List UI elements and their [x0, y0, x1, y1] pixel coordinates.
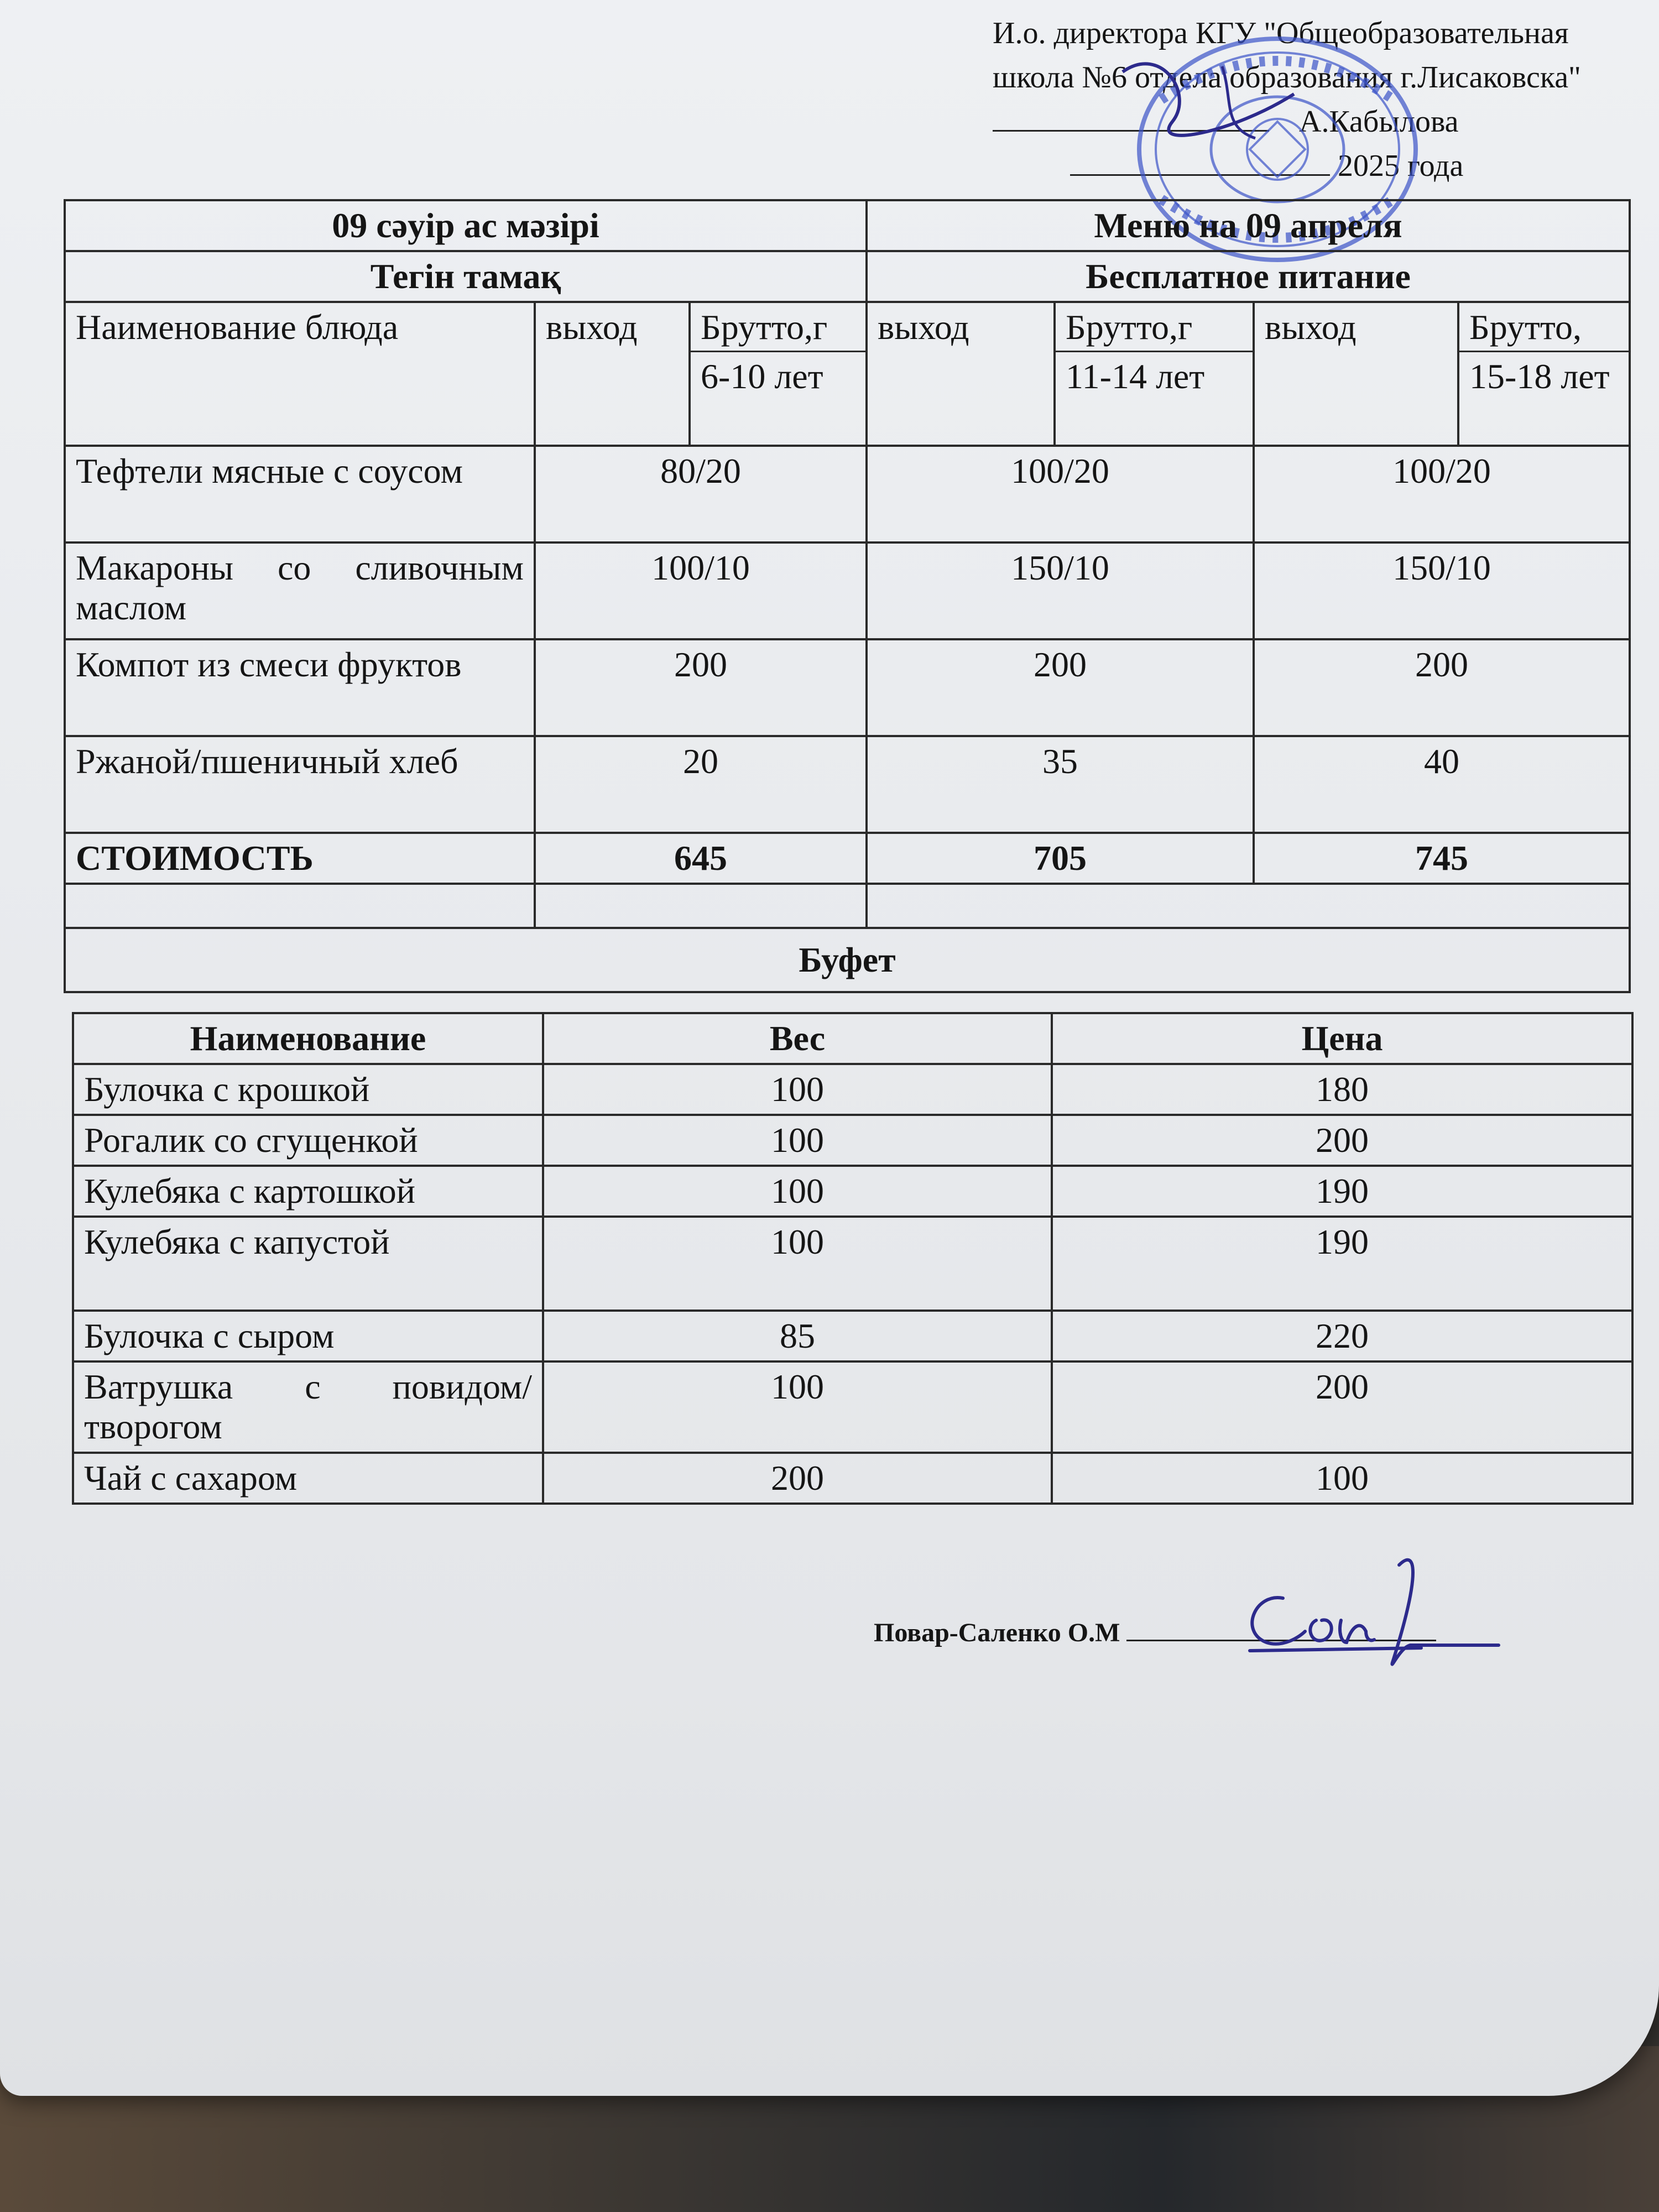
- dish-name: Ржаной/пшеничный хлеб: [65, 736, 535, 833]
- buffet-item-name: Ватрушка с повидом/творогом: [73, 1361, 543, 1453]
- menu-title-ru: Меню на 09 апреля: [867, 200, 1630, 251]
- dish-portion-15-18: 150/10: [1254, 542, 1630, 639]
- empty-cell: [65, 884, 535, 928]
- director-name: А.Кабылова: [1299, 105, 1459, 139]
- dish-portion-11-14: 100/20: [867, 446, 1254, 542]
- buffet-item-price: 190: [1052, 1166, 1632, 1217]
- dish-name: Компот из смеси фруктов: [65, 639, 535, 736]
- buffet-item-weight: 100: [543, 1115, 1052, 1166]
- table-row: [73, 1115, 1632, 1166]
- header-gross-2: [1055, 302, 1254, 446]
- buffet-title-row: [65, 928, 1630, 992]
- director-signature-line: [993, 108, 1269, 132]
- buffet-item-name: Булочка с крошкой: [73, 1064, 543, 1115]
- buffet-item-weight: 100: [543, 1064, 1052, 1115]
- dish-portion-15-18: 200: [1254, 639, 1630, 736]
- header-age-2: 11-14 лет: [1066, 357, 1205, 396]
- buffet-item-name: Чай с сахаром: [73, 1453, 543, 1504]
- approval-year: 2025 года: [1338, 149, 1464, 183]
- header-dish-name: Наименование блюда: [65, 302, 535, 446]
- buffet-header-row: [73, 1013, 1632, 1064]
- header-gross-3: [1458, 302, 1630, 446]
- buffet-item-price: 200: [1052, 1361, 1632, 1453]
- empty-cell: [535, 884, 867, 928]
- dish-portion-6-10: 80/20: [535, 446, 867, 542]
- date-line: [1070, 152, 1330, 176]
- table-row: [73, 1217, 1632, 1311]
- cost-row: [65, 833, 1630, 884]
- header-yield-2: выход: [867, 302, 1055, 446]
- dish-name: Макароны со сливочным маслом: [65, 542, 535, 639]
- header-yield-3: выход: [1254, 302, 1458, 446]
- table-row: [65, 639, 1630, 736]
- free-meal-menu-table: [64, 199, 1631, 993]
- approval-line-3: [993, 100, 1659, 144]
- table-row: [65, 542, 1630, 639]
- buffet-title: Буфет: [65, 928, 1630, 992]
- dish-portion-6-10: 200: [535, 639, 867, 736]
- buffet-header-price: Цена: [1052, 1013, 1632, 1064]
- table-row: [73, 1064, 1632, 1115]
- menu-header-row: [65, 302, 1630, 446]
- dish-portion-11-14: 35: [867, 736, 1254, 833]
- buffet-item-weight: 85: [543, 1311, 1052, 1361]
- menu-title-kz: 09 сәуір ас мәзірі: [65, 200, 867, 251]
- header-age-1: 6-10 лет: [701, 357, 823, 396]
- cost-15-18: 745: [1254, 833, 1630, 884]
- menu-title-row: [65, 200, 1630, 251]
- cook-signature-icon: [1233, 1548, 1510, 1703]
- dish-portion-6-10: 100/10: [535, 542, 867, 639]
- header-age-3: 15-18 лет: [1469, 357, 1610, 396]
- table-row: [73, 1453, 1632, 1504]
- header-gross-1: [690, 302, 867, 446]
- approval-block: [993, 11, 1659, 188]
- cost-6-10: 645: [535, 833, 867, 884]
- buffet-item-weight: 100: [543, 1361, 1052, 1453]
- cost-label: СТОИМОСТЬ: [65, 833, 535, 884]
- dish-portion-6-10: 20: [535, 736, 867, 833]
- approval-line-4: [993, 144, 1659, 188]
- table-row: [73, 1361, 1632, 1453]
- free-meal-kz: Тегін тамақ: [65, 251, 867, 302]
- table-row: [73, 1166, 1632, 1217]
- buffet-item-price: 190: [1052, 1217, 1632, 1311]
- header-yield-1: выход: [535, 302, 690, 446]
- approval-line-2: школа №6 отдела образования г.Лисаковска": [993, 60, 1581, 95]
- dish-portion-11-14: 200: [867, 639, 1254, 736]
- dish-portion-11-14: 150/10: [867, 542, 1254, 639]
- buffet-item-name: Кулебяка с капустой: [73, 1217, 543, 1311]
- buffet-item-price: 180: [1052, 1064, 1632, 1115]
- buffet-header-weight: Вес: [543, 1013, 1052, 1064]
- buffet-item-price: 220: [1052, 1311, 1632, 1361]
- buffet-item-name: Рогалик со сгущенкой: [73, 1115, 543, 1166]
- cost-11-14: 705: [867, 833, 1254, 884]
- buffet-table: [72, 1012, 1634, 1505]
- buffet-item-price: 200: [1052, 1115, 1632, 1166]
- buffet-item-name: Кулебяка с картошкой: [73, 1166, 543, 1217]
- empty-row: [65, 884, 1630, 928]
- header-gross-3-label: Брутто,: [1459, 307, 1629, 352]
- dish-portion-15-18: 40: [1254, 736, 1630, 833]
- empty-cell: [867, 884, 1630, 928]
- dish-name: Тефтели мясные с соусом: [65, 446, 535, 542]
- dish-portion-15-18: 100/20: [1254, 446, 1630, 542]
- header-gross-1-label: Брутто,г: [691, 307, 865, 352]
- free-meal-row: [65, 251, 1630, 302]
- buffet-item-weight: 200: [543, 1453, 1052, 1504]
- buffet-item-weight: 100: [543, 1217, 1052, 1311]
- cook-name: Повар-Саленко О.М: [874, 1618, 1120, 1647]
- header-gross-2-label: Брутто,г: [1056, 307, 1253, 352]
- buffet-item-price: 100: [1052, 1453, 1632, 1504]
- buffet-item-weight: 100: [543, 1166, 1052, 1217]
- approval-line-1: И.о. директора КГУ "Общеобразовательная: [993, 16, 1569, 50]
- buffet-header-name: Наименование: [73, 1013, 543, 1064]
- free-meal-ru: Бесплатное питание: [867, 251, 1630, 302]
- table-row: [73, 1311, 1632, 1361]
- table-row: [65, 736, 1630, 833]
- table-row: [65, 446, 1630, 542]
- buffet-item-name: Булочка с сыром: [73, 1311, 543, 1361]
